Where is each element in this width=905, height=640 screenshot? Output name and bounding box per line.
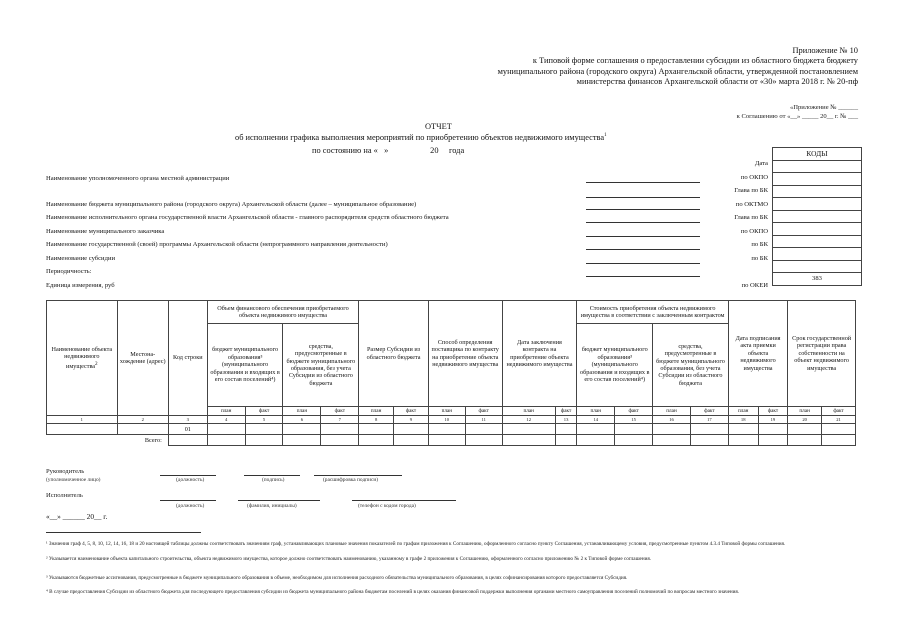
field-line-budget xyxy=(586,209,700,210)
cell[interactable] xyxy=(428,435,465,446)
code-label-date: Дата xyxy=(754,160,768,167)
code-label-okpo: по ОКПО xyxy=(740,174,768,181)
total-label: Всего: xyxy=(144,436,162,444)
appendix-line-1: Приложение № 10 xyxy=(792,46,858,55)
cell[interactable] xyxy=(394,424,429,435)
field-line-subsidy xyxy=(586,263,700,264)
th-plan: план xyxy=(359,407,394,416)
agreement-ref-line-2: к Соглашению от «__» _____ 20__ г. № ___ xyxy=(736,113,858,120)
appendix-line-3: муниципального района (городского округа) Архангельской области, утвержденной постановлением xyxy=(497,66,858,76)
th-fact: факт xyxy=(321,407,359,416)
cell[interactable] xyxy=(788,435,822,446)
appendix-line-2: к Типовой форме соглашения о предоставлении субсидии из областного бюджета бюджету xyxy=(532,56,858,66)
head-signature-line[interactable] xyxy=(244,475,300,476)
cell-location[interactable] xyxy=(117,424,168,435)
th-cost-regional: средства, предусмотренные в бюджете муниципального образования, без учета Субсидии из областного бюджета xyxy=(653,324,729,407)
footnote-divider xyxy=(46,532,201,533)
th-plan: план xyxy=(502,407,555,416)
col-number: 18 xyxy=(728,416,758,424)
th-act-date: Дата подписания акта приемки объекта недвижимого имущества xyxy=(728,301,787,407)
code-label-oktmo: по ОКТМО xyxy=(735,201,768,208)
cell[interactable] xyxy=(359,435,394,446)
main-table xyxy=(46,300,856,446)
executor-phone-line[interactable] xyxy=(352,500,456,501)
cell[interactable] xyxy=(502,424,555,435)
col-number: 14 xyxy=(577,416,615,424)
total-row xyxy=(47,435,856,446)
th-fund-regional: средства, предусмотренные в бюджете муниципального образования, без учета Субсидии из областного бюджета xyxy=(283,324,359,407)
col-number: 2 xyxy=(117,416,168,424)
codes-table xyxy=(772,147,862,286)
th-object-name-text: Наименование объекта недвижимого имущества xyxy=(51,345,113,370)
cell[interactable] xyxy=(321,424,359,435)
cell[interactable] xyxy=(245,424,283,435)
th-fact: факт xyxy=(465,407,502,416)
code-cell-okei: 383 xyxy=(773,273,862,286)
field-label-budget: Наименование бюджета муниципального района (городского округа) Архангельской области (далее – муниципальное образование) xyxy=(46,201,417,208)
th-fact: факт xyxy=(394,407,429,416)
cell[interactable] xyxy=(283,435,321,446)
th-fact: факт xyxy=(245,407,283,416)
cell[interactable] xyxy=(207,424,245,435)
field-label-unit: Единица измерения, руб xyxy=(46,282,115,289)
col-number: 12 xyxy=(502,416,555,424)
cell[interactable] xyxy=(207,435,245,446)
report-title: ОТЧЕТ xyxy=(425,122,452,131)
col-number: 9 xyxy=(394,416,429,424)
th-plan: план xyxy=(283,407,321,416)
code-cell-okpo[interactable] xyxy=(773,173,862,186)
cell[interactable] xyxy=(465,435,502,446)
col-number: 19 xyxy=(758,416,788,424)
code-label-bk-3: по БК xyxy=(751,241,768,248)
th-contract-date: Дата заключения контракта на приобретение объекта недвижимого имущества xyxy=(502,301,577,407)
col-number: 17 xyxy=(690,416,728,424)
cell[interactable] xyxy=(555,424,577,435)
field-line-authority xyxy=(586,182,700,183)
head-signature-caption: (подпись) xyxy=(262,477,285,483)
footnote-4: ⁴ В случае предоставления Субсидии из областного бюджета для последующего предоставления субсидии из бюджета муниципального района бюджетам поселений в целях оказания финансовой поддержки выполнения органами местного самоуправления поселений полномочий по вопросам местного значения. xyxy=(46,589,740,595)
col-number: 8 xyxy=(359,416,394,424)
cell[interactable] xyxy=(690,435,728,446)
th-plan: план xyxy=(428,407,465,416)
field-line-program xyxy=(586,249,700,250)
footnote-1: ¹ Значения граф 4, 5, 8, 10, 12, 14, 16, 18 и 20 настоящей таблицы должны соответствовать значениям граф, устанавливающих плановые значения показателей по графам приложения к Соглашению, оформленного согласно пункту Соглашения, устанавливающему условия, предусмотренные пунктом 4.3.4 Типовой формы соглашения. xyxy=(46,541,786,547)
head-position-line[interactable] xyxy=(160,475,216,476)
executor-label: Исполнитель xyxy=(46,492,83,499)
th-fact: факт xyxy=(615,407,653,416)
agreement-ref-line-1: «Приложение № ______ xyxy=(789,104,858,111)
th-plan: план xyxy=(207,407,245,416)
code-label-okei: по ОКЕИ xyxy=(741,282,768,289)
column-number-row xyxy=(47,416,856,424)
field-label-executive: Наименование исполнительного органа государственной власти Архангельской области - главного распорядителя средств областного бюджета xyxy=(46,214,449,221)
col-number: 10 xyxy=(428,416,465,424)
report-subtitle-mark: 1 xyxy=(604,133,607,139)
th-plan: план xyxy=(728,407,758,416)
head-label: Руководитель xyxy=(46,468,85,475)
cell[interactable] xyxy=(758,424,788,435)
th-fact: факт xyxy=(555,407,577,416)
code-cell-bk-3[interactable] xyxy=(773,235,862,248)
field-label-program: Наименование государственной (своей) программы Архангельской области (непрограммного направления деятельности) xyxy=(46,241,388,248)
cell-row-code: 01 xyxy=(168,424,207,435)
code-label-bk-2: Глава по БК xyxy=(734,214,768,221)
th-object-name xyxy=(47,301,118,416)
field-label-customer: Наименование муниципального заказчика xyxy=(46,228,165,235)
head-decoding-line[interactable] xyxy=(314,475,402,476)
executor-fio-caption: (фамилия, инициалы) xyxy=(247,503,297,509)
code-label-bk: Глава по БК xyxy=(734,187,768,194)
th-object-name-mark: 2 xyxy=(95,360,98,367)
th-cost-municipal: бюджет муниципального образования³ (муниципального образования и входящих в его состав поселений⁴) xyxy=(577,324,653,407)
col-number: 3 xyxy=(168,416,207,424)
cell[interactable] xyxy=(690,424,728,435)
cell-object-name[interactable] xyxy=(47,424,118,435)
report-subtitle xyxy=(235,133,607,142)
appendix-line-4: министерства финансов Архангельской области от «30» марта 2018 г. № 20-пф xyxy=(576,77,858,87)
executor-position-caption: (должность) xyxy=(176,503,205,509)
codes-header: КОДЫ xyxy=(773,148,862,161)
col-number: 6 xyxy=(283,416,321,424)
col-number: 13 xyxy=(555,416,577,424)
col-number: 20 xyxy=(788,416,822,424)
code-cell-okpo-2[interactable] xyxy=(773,223,862,236)
col-number: 16 xyxy=(653,416,691,424)
code-label-okpo-2: по ОКПО xyxy=(740,228,768,235)
code-cell-periodicity[interactable] xyxy=(773,260,862,273)
cell[interactable] xyxy=(359,424,394,435)
th-fact: факт xyxy=(822,407,856,416)
cell[interactable] xyxy=(502,435,555,446)
head-sub: (уполномоченное лицо) xyxy=(46,477,101,483)
field-line-executive xyxy=(586,222,700,223)
cell[interactable] xyxy=(615,424,653,435)
cell-total-code xyxy=(168,435,207,446)
col-number: 11 xyxy=(465,416,502,424)
table-row xyxy=(47,424,856,435)
head-decoding-caption: (расшифровка подписи) xyxy=(323,477,379,483)
field-label-periodicity: Периодичность: xyxy=(46,268,92,275)
col-number: 15 xyxy=(615,416,653,424)
code-cell-oktmo[interactable] xyxy=(773,198,862,211)
code-cell-date[interactable] xyxy=(773,160,862,173)
cell[interactable] xyxy=(577,435,615,446)
field-label-authority: Наименование уполномоченного органа местной администрации xyxy=(46,175,230,182)
footnote-3: ³ Указываются бюджетные ассигнования, предусмотренные в бюджете муниципального образования в объеме, необходимом для исполнения расходного обязательства муниципального образования, в целях софинансирования которого предоставляется Субсидия. xyxy=(46,575,628,581)
field-line-authority-2 xyxy=(586,197,700,198)
col-number: 7 xyxy=(321,416,359,424)
th-subsidy: Размер Субсидии из областного бюджета xyxy=(359,301,429,407)
cell[interactable] xyxy=(758,435,788,446)
th-location: Местона-хождение (адрес) xyxy=(117,301,168,416)
head-position-caption: (должность) xyxy=(176,477,205,483)
cell[interactable] xyxy=(394,435,429,446)
th-cost-group: Стоимость приобретения объекта недвижимого имущества в соответствии с заключенным контрактом xyxy=(577,301,729,324)
code-cell-bk-4[interactable] xyxy=(773,248,862,261)
report-date-line: по состоянию на « » 20 года xyxy=(312,146,465,155)
agreement-reference xyxy=(737,103,858,121)
th-registration: Срок государственной регистрации права собственности на объект недвижимого имущества xyxy=(788,301,856,407)
cell[interactable] xyxy=(653,424,691,435)
col-number: 4 xyxy=(207,416,245,424)
th-fact: факт xyxy=(690,407,728,416)
cell[interactable] xyxy=(577,424,615,435)
executor-phone-caption: (телефон с кодом города) xyxy=(358,503,416,509)
code-label-bk-4: по БК xyxy=(751,255,768,262)
th-method: Способ определения поставщика по контракту на приобретение объекта недвижимого имущества xyxy=(428,301,502,407)
th-row-code: Код строки xyxy=(168,301,207,416)
th-fund-municipal: бюджет муниципального образования³ (муниципального образования и входящих в его состав поселений⁴) xyxy=(207,324,283,407)
footnote-2: ² Указывается наименование объекта капитального строительства, объекта недвижимого имущества, которое должно соответствовать наименованию, указанному в графе 2 приложения к Соглашению, оформленного согласно приложению № 2 к Типовой форме соглашения. xyxy=(46,556,652,562)
cell[interactable] xyxy=(822,424,856,435)
cell[interactable] xyxy=(555,435,577,446)
col-number: 1 xyxy=(47,416,118,424)
appendix-header xyxy=(498,46,858,88)
cell[interactable] xyxy=(321,435,359,446)
code-cell-bk[interactable] xyxy=(773,185,862,198)
cell[interactable] xyxy=(822,435,856,446)
field-line-customer xyxy=(586,236,700,237)
cell[interactable] xyxy=(728,435,758,446)
cell[interactable] xyxy=(653,435,691,446)
code-cell-bk-2[interactable] xyxy=(773,210,862,223)
cell[interactable] xyxy=(283,424,321,435)
field-line-periodicity xyxy=(586,276,700,277)
th-plan: план xyxy=(577,407,615,416)
th-plan: план xyxy=(653,407,691,416)
field-label-subsidy: Наименование субсидии xyxy=(46,255,115,262)
cell[interactable] xyxy=(728,424,758,435)
executor-position-line[interactable] xyxy=(160,500,216,501)
th-plan: план xyxy=(788,407,822,416)
cell[interactable] xyxy=(428,424,465,435)
signature-date-line: «__» ______ 20__ г. xyxy=(46,512,108,521)
th-funding-group: Объем финансового обеспечения приобретаемого объекта недвижимого имущества xyxy=(207,301,359,324)
col-number: 21 xyxy=(822,416,856,424)
report-subtitle-text: об исполнении графика выполнения мероприятий по приобретению объектов недвижимого имущества xyxy=(235,133,605,142)
cell[interactable] xyxy=(615,435,653,446)
executor-fio-line[interactable] xyxy=(238,500,320,501)
cell[interactable] xyxy=(465,424,502,435)
col-number: 5 xyxy=(245,416,283,424)
th-fact: факт xyxy=(758,407,788,416)
cell[interactable] xyxy=(245,435,283,446)
cell[interactable] xyxy=(788,424,822,435)
